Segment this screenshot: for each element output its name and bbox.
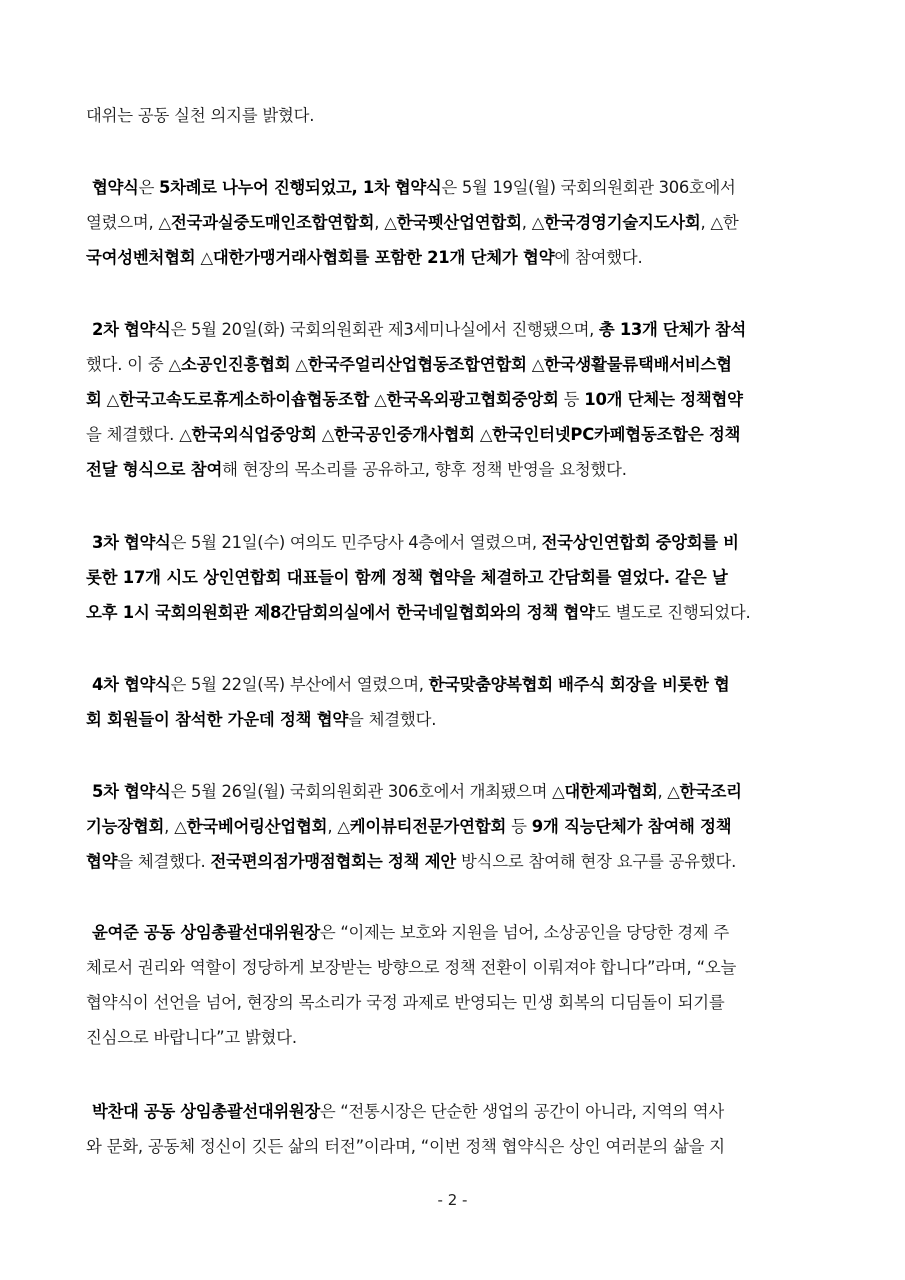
bold-text-run: 전국과실중도매인조합연합회 — [170, 213, 375, 232]
text-line — [86, 844, 822, 879]
text-run: △ — [474, 425, 493, 444]
text-run: 을 체결했다. — [348, 710, 437, 729]
text-line — [86, 1129, 822, 1164]
bold-text-run: 한국베어링산업협회 — [186, 817, 328, 836]
paragraph — [86, 170, 822, 275]
bold-text-run: 3차 협약식 — [92, 533, 171, 552]
bold-text-run: 오후 1시 국회의원회관 제8간담회의실에서 한국네일협회와의 정책 협약 — [86, 603, 595, 622]
bold-text-run: 회 회원들이 참석한 가운데 정책 협약 — [86, 710, 349, 729]
text-run: , △ — [374, 213, 397, 232]
paragraph — [86, 774, 822, 879]
text-run: 은 5월 26일(월) 국회의원회관 306호에서 개최됐으며 △ — [170, 782, 565, 801]
text-line — [86, 98, 822, 133]
text-run: 열렸으며, △ — [86, 213, 171, 232]
bold-text-run: 5차 협약식 — [92, 782, 171, 801]
bold-text-run: 전달 형식으로 참여 — [86, 460, 223, 479]
text-line — [86, 347, 822, 382]
bold-text-run: 박찬대 공동 상임총괄선대위원장 — [92, 1102, 320, 1121]
bold-text-run: 국여성벤처협회 — [86, 248, 196, 267]
bold-text-run: 한국고속도로휴게소하이숍협동조합 — [119, 390, 370, 409]
text-line — [86, 950, 822, 985]
text-line — [86, 205, 822, 240]
text-run: , △ — [327, 817, 350, 836]
text-run: , △한 — [700, 213, 739, 232]
text-run: , △ — [164, 817, 187, 836]
text-run: △ — [316, 425, 335, 444]
text-run: 은 — [138, 178, 159, 197]
bold-text-run: 협약식 — [92, 178, 139, 197]
text-line — [86, 985, 822, 1020]
bold-text-run: 한국펫산업연합회 — [396, 213, 522, 232]
bold-text-run: 2차 협약식 — [92, 320, 171, 339]
text-run: 은 “이제는 보호와 지원을 넘어, 소상공인을 당당한 경제 주 — [319, 923, 729, 942]
text-line — [86, 774, 822, 809]
text-line — [86, 560, 822, 595]
paragraph — [86, 1094, 822, 1164]
bold-text-run: 10개 단체는 정책협약 — [584, 390, 743, 409]
bold-text-run: 전국편의점가맹점협회는 정책 제안 — [210, 852, 456, 871]
text-line — [86, 915, 822, 950]
text-run: △ — [290, 355, 308, 374]
text-run: 해 현장의 목소리를 공유하고, 향후 정책 반영을 요청했다. — [222, 460, 627, 479]
text-line — [86, 312, 822, 347]
text-run: 에 참여했다. — [554, 248, 643, 267]
bold-text-run: 전국상인연합회 중앙회를 비 — [541, 533, 739, 552]
text-line — [86, 525, 822, 560]
bold-text-run: 한국경영기술지도사회 — [544, 213, 701, 232]
bold-text-run: 대한가맹거래사협회를 포함한 21개 단체가 협약 — [212, 248, 555, 267]
text-line — [86, 1094, 822, 1129]
bold-text-run: 한국인터넷PC카페협동조합은 정책 — [492, 425, 741, 444]
text-run: , △ — [657, 782, 680, 801]
bold-text-run: 한국외식업중앙회 — [191, 425, 317, 444]
paragraph — [86, 915, 822, 1055]
paragraph — [86, 525, 822, 630]
text-line — [86, 1020, 822, 1055]
text-run: 체로서 권리와 역할이 정당하게 보장받는 방향으로 정책 전환이 이뤄져야 합니다”라며, “오늘 — [86, 958, 737, 977]
text-run: △ — [101, 390, 120, 409]
bold-text-run: 회 — [86, 390, 102, 409]
bold-text-run: 9개 직능단체가 참여해 정책 — [531, 817, 732, 836]
text-run: 진심으로 바랍니다”고 밝혔다. — [86, 1028, 297, 1047]
bold-text-run: 윤여준 공동 상임총괄선대위원장 — [92, 923, 320, 942]
text-run: 협약식이 선언을 넘어, 현장의 목소리가 국정 과제로 반영되는 민생 회복의 디딤돌이 되기를 — [86, 993, 725, 1012]
text-run: 은 5월 20일(화) 국회의원회관 제3세미나실에서 진행됐으며, — [170, 320, 599, 339]
text-run: 을 체결했다. △ — [86, 425, 192, 444]
paragraph — [86, 98, 822, 133]
text-line — [86, 240, 822, 275]
paragraph — [86, 312, 822, 487]
bold-text-run: 4차 협약식 — [92, 675, 171, 694]
text-run: 은 “전통시장은 단순한 생업의 공간이 아니라, 지역의 역사 — [319, 1102, 724, 1121]
text-run: 했다. 이 중 △ — [86, 355, 181, 374]
text-run: △ — [526, 355, 545, 374]
text-line — [86, 452, 822, 487]
text-run: , △ — [521, 213, 545, 232]
bold-text-run: 소공인진흥협회 — [180, 355, 291, 374]
text-run: 방식으로 참여해 현장 요구를 공유했다. — [456, 852, 737, 871]
bold-text-run: 롯한 17개 시도 상인연합회 대표들이 함께 정책 협약을 체결하고 간담회를 열었다. 같은 날 — [86, 568, 728, 587]
bold-text-run: 5차례로 나누어 진행되었고, 1차 협약식 — [158, 178, 442, 197]
bold-text-run: 케이뷰티전문가연합회 — [349, 817, 507, 836]
text-run: △ — [195, 248, 213, 267]
text-run: △ — [369, 390, 387, 409]
page-number: - 2 - — [437, 1191, 468, 1209]
text-line — [86, 170, 822, 205]
bold-text-run: 한국공인중개사협회 — [334, 425, 475, 444]
bold-text-run: 한국조리 — [679, 782, 742, 801]
bold-text-run: 한국옥외광고협회중앙회 — [386, 390, 559, 409]
paragraph — [86, 667, 822, 737]
bold-text-run: 기능장협회 — [86, 817, 165, 836]
text-run: 을 체결했다. — [117, 852, 211, 871]
bold-text-run: 협약 — [86, 852, 118, 871]
text-run: 등 — [558, 390, 585, 409]
text-run: 은 5월 22일(목) 부산에서 열렸으며, — [170, 675, 429, 694]
bold-text-run: 한국생활물류택배서비스협 — [544, 355, 732, 374]
bold-text-run: 한국주얼리산업협동조합연합회 — [307, 355, 527, 374]
text-run: 은 5월 21일(수) 여의도 민주당사 4층에서 열렸으며, — [170, 533, 542, 552]
text-line — [86, 809, 822, 844]
text-line — [86, 595, 822, 630]
text-line — [86, 702, 822, 737]
bold-text-run: 한국맞춤양복협회 배주식 회장을 비롯한 협 — [428, 675, 730, 694]
text-run: 등 — [506, 817, 532, 836]
text-line — [86, 417, 822, 452]
bold-text-run: 대한제과협회 — [564, 782, 658, 801]
text-run: 도 별도로 진행되었다. — [594, 603, 751, 622]
text-line — [86, 667, 822, 702]
text-run: 와 문화, 공동체 정신이 깃든 삶의 터전”이라며, “이번 정책 협약식은 상인 여러분의 삶을 지 — [86, 1137, 725, 1156]
bold-text-run: 총 13개 단체가 참석 — [598, 320, 746, 339]
text-run: 대위는 공동 실천 의지를 밝혔다. — [86, 106, 315, 125]
text-run: 은 5월 19일(월) 국회의원회관 306호에서 — [441, 178, 736, 197]
text-line — [86, 382, 822, 417]
